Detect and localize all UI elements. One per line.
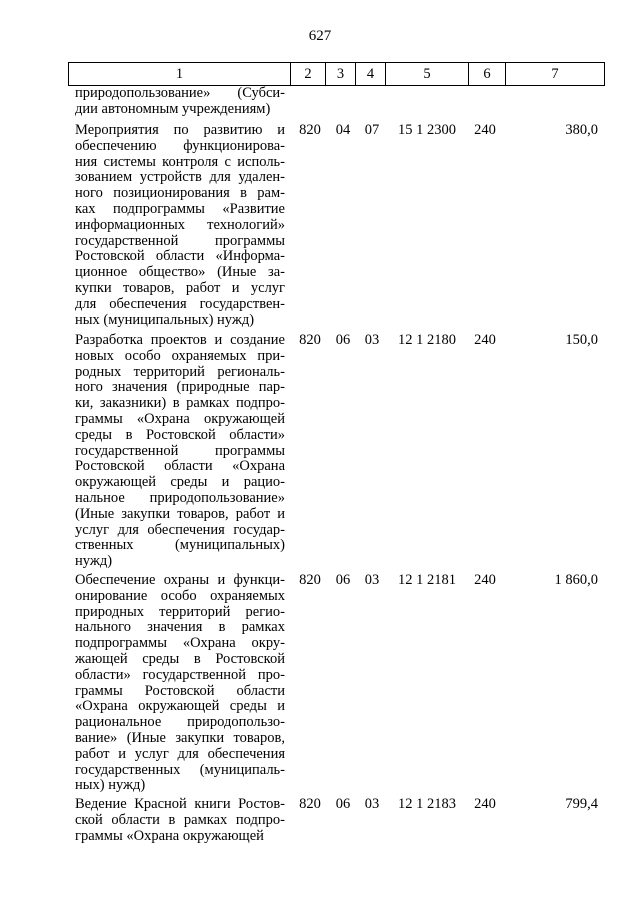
row-description xyxy=(75,573,285,794)
description-line: обеспечению функционирова- xyxy=(75,137,285,154)
row-description xyxy=(75,333,285,570)
description-line: государственных (муниципаль- xyxy=(75,761,285,778)
description-line: вание» (Иные закупки товаров, xyxy=(75,729,285,746)
description-line: нального значения в рамках xyxy=(75,619,285,636)
description-line: Разработка проектов и создание xyxy=(75,332,285,348)
row-description xyxy=(75,123,285,328)
header-col-2: 2 xyxy=(291,63,326,86)
description-line: ного значения (природные пар- xyxy=(75,379,285,396)
description-line: жающей среды в Ростовской xyxy=(75,650,285,667)
section-cell: 04 xyxy=(335,122,351,138)
amount-cell: 150,0 xyxy=(565,332,598,348)
header-col-5: 5 xyxy=(386,63,469,86)
description-line: ных) нужд) xyxy=(75,777,146,794)
description-line: услуг для обеспечения государ- xyxy=(75,521,285,538)
expense-type-cell: 240 xyxy=(474,572,496,588)
description-line: ской области в рамках подпро- xyxy=(75,811,285,828)
subsection-cell: 03 xyxy=(364,796,380,812)
description-line: природопользование» (Субси- xyxy=(75,85,285,101)
description-line: ственных (муниципальных) xyxy=(75,537,285,554)
section-cell: 06 xyxy=(335,796,351,812)
table-header xyxy=(68,62,605,86)
admin-code-cell: 820 xyxy=(299,332,321,348)
description-line: «Охрана окружающей среды и xyxy=(75,698,285,715)
description-line: граммы «Охрана окружающей xyxy=(75,410,285,427)
description-line: Ростовской области «Информа- xyxy=(75,248,285,265)
description-line: граммы Ростовской области xyxy=(75,682,285,699)
description-line: (Иные закупки товаров, работ и xyxy=(75,505,285,522)
description-line: Ростовской области «Охрана xyxy=(75,458,285,475)
description-line: Мероприятия по развитию и xyxy=(75,122,285,138)
subsection-cell: 03 xyxy=(364,332,380,348)
description-line: природных территорий регио- xyxy=(75,603,285,620)
header-col-4: 4 xyxy=(356,63,386,86)
description-line: дии автономным учреждениям) xyxy=(75,100,271,117)
description-line: подпрограммы «Охрана окру- xyxy=(75,635,285,652)
header-col-1: 1 xyxy=(69,63,291,86)
description-line: зованием устройств для удален- xyxy=(75,169,285,186)
description-line: ния системы контроля с исполь- xyxy=(75,153,285,170)
description-line: работ и услуг для обеспечения xyxy=(75,745,285,762)
target-article-cell: 12 1 2181 xyxy=(398,572,456,588)
target-article-cell: 12 1 2180 xyxy=(398,332,456,348)
section-cell: 06 xyxy=(335,332,351,348)
description-line: государственной программы xyxy=(75,442,285,459)
description-line: нужд) xyxy=(75,553,113,570)
description-line: области» государственной про- xyxy=(75,666,285,683)
description-line: для обеспечения государствен- xyxy=(75,295,285,312)
subsection-cell: 07 xyxy=(364,122,380,138)
expense-type-cell: 240 xyxy=(474,332,496,348)
header-col-6: 6 xyxy=(469,63,506,86)
expense-type-cell: 240 xyxy=(474,122,496,138)
description-line: ки, заказники) в рамках подпро- xyxy=(75,395,285,412)
page-number: 627 xyxy=(308,28,332,44)
target-article-cell: 12 1 2183 xyxy=(398,796,456,812)
target-article-cell: 15 1 2300 xyxy=(398,122,456,138)
description-line: окружающей среды и рацио- xyxy=(75,474,285,491)
table-header-row xyxy=(69,63,605,86)
description-line: Обеспечение охраны и функци- xyxy=(75,572,285,588)
header-col-3: 3 xyxy=(326,63,356,86)
row-description xyxy=(75,86,285,118)
admin-code-cell: 820 xyxy=(299,796,321,812)
description-line: онирование особо охраняемых xyxy=(75,587,285,604)
description-line: нальное природопользование» xyxy=(75,489,285,506)
row-description xyxy=(75,797,285,844)
section-cell: 06 xyxy=(335,572,351,588)
description-line: государственной программы xyxy=(75,232,285,249)
description-line: среды в Ростовской области» xyxy=(75,426,285,443)
header-col-7: 7 xyxy=(506,63,605,86)
description-line: ках подпрограммы «Развитие xyxy=(75,200,285,217)
description-line: информационных технологий» xyxy=(75,216,285,233)
admin-code-cell: 820 xyxy=(299,122,321,138)
description-line: купки товаров, работ и услуг xyxy=(75,279,285,296)
description-line: граммы «Охрана окружающей xyxy=(75,827,264,844)
description-line: родных территорий региональ- xyxy=(75,363,285,380)
amount-cell: 799,4 xyxy=(565,796,598,812)
description-line: рациональное природопользо- xyxy=(75,714,285,731)
description-line: ных (муниципальных) нужд) xyxy=(75,311,255,328)
expense-type-cell: 240 xyxy=(474,796,496,812)
amount-cell: 1 860,0 xyxy=(554,572,598,588)
description-line: ционное общество» (Иные за- xyxy=(75,264,285,281)
description-line: ного позиционирования в рам- xyxy=(75,185,285,202)
amount-cell: 380,0 xyxy=(565,122,598,138)
admin-code-cell: 820 xyxy=(299,572,321,588)
subsection-cell: 03 xyxy=(364,572,380,588)
description-line: новых особо охраняемых при- xyxy=(75,347,285,364)
description-line: Ведение Красной книги Ростов- xyxy=(75,796,285,812)
